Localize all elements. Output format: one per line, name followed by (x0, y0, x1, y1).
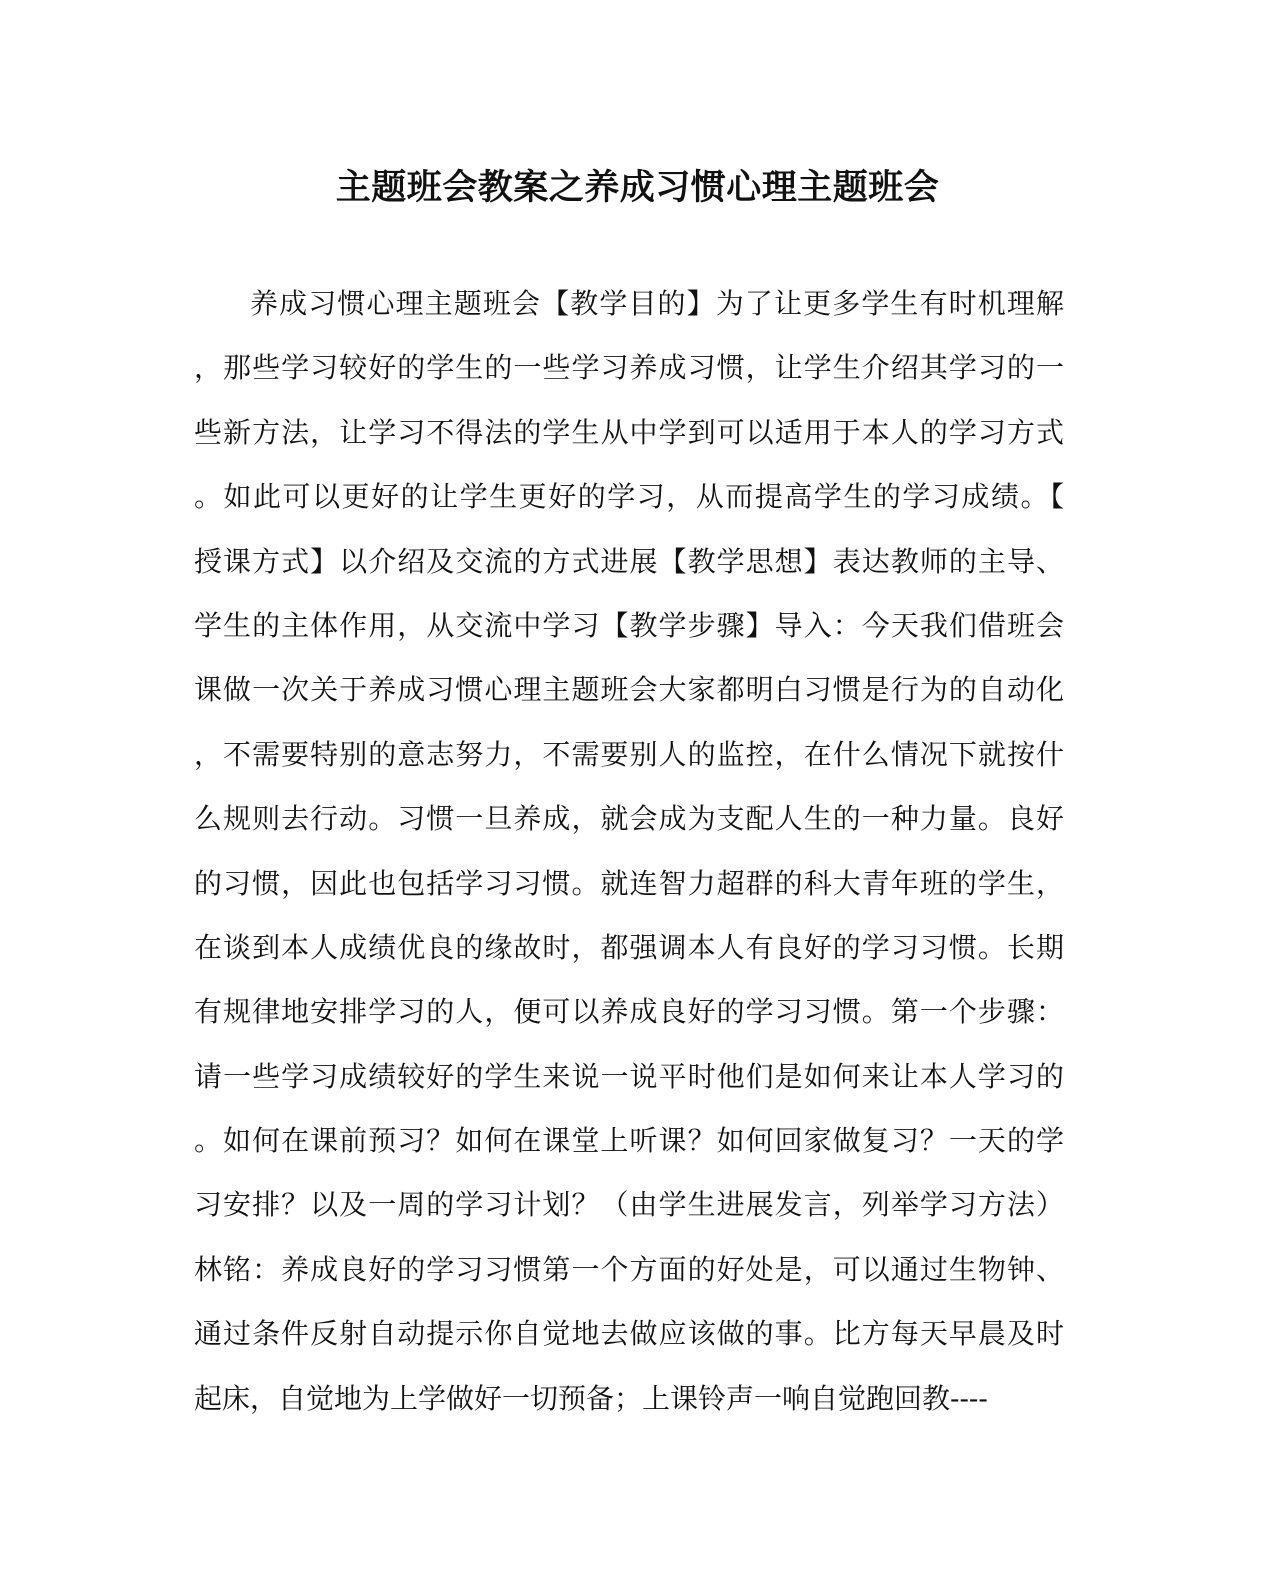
body-line: 起床，自觉地为上学做好一切预备；上课铃声一响自觉跑回教---- (194, 1381, 988, 1415)
body-line: 授课方式】以介绍及交流的方式进展【教学思想】表达教师的主导、 (194, 544, 1064, 578)
body-line: 。如何在课前预习？如何在课堂上听课？如何回家做复习？一天的学 (194, 1124, 1064, 1158)
body-line: 习安排？以及一周的学习计划？（由学生进展发言，列举学习方法） (194, 1188, 1064, 1222)
body-line: 的习惯，因此也包括学习习惯。就连智力超群的科大青年班的学生， (194, 866, 1064, 900)
body-line: ，不需要特别的意志努力，不需要别人的监控，在什么情况下就按什 (194, 737, 1064, 771)
body-line: 请一些学习成绩较好的学生来说一说平时他们是如何来让本人学习的 (194, 1059, 1064, 1093)
document-body (194, 272, 1064, 1431)
body-line: 学生的主体作用，从交流中学习【教学步骤】导入：今天我们借班会 (194, 608, 1064, 642)
body-line: ，那些学习较好的学生的一些学习养成习惯，让学生介绍其学习的一 (194, 351, 1064, 385)
body-line: 通过条件反射自动提示你自觉地去做应该做的事。比方每天早晨及时 (194, 1317, 1064, 1351)
body-line: 么规则去行动。习惯一旦养成，就会成为支配人生的一种力量。良好 (194, 802, 1064, 836)
body-line: 林铭：养成良好的学习习惯第一个方面的好处是，可以通过生物钟、 (194, 1252, 1064, 1286)
body-line: 。如此可以更好的让学生更好的学习，从而提高学生的学习成绩。【 (194, 480, 1064, 514)
document-title: 主题班会教案之养成习惯心理主题班会 (335, 167, 940, 208)
body-line: 有规律地安排学习的人，便可以养成良好的学习习惯。第一个步骤： (194, 995, 1064, 1029)
body-line: 课做一次关于养成习惯心理主题班会大家都明白习惯是行为的自动化 (194, 673, 1064, 707)
body-line: 些新方法，让学习不得法的学生从中学到可以适用于本人的学习方式 (194, 415, 1064, 449)
body-line: 养成习惯心理主题班会【教学目的】为了让更多学生有时机理解 (250, 287, 1064, 320)
body-line: 在谈到本人成绩优良的缘故时，都强调本人有良好的学习习惯。长期 (194, 930, 1064, 964)
